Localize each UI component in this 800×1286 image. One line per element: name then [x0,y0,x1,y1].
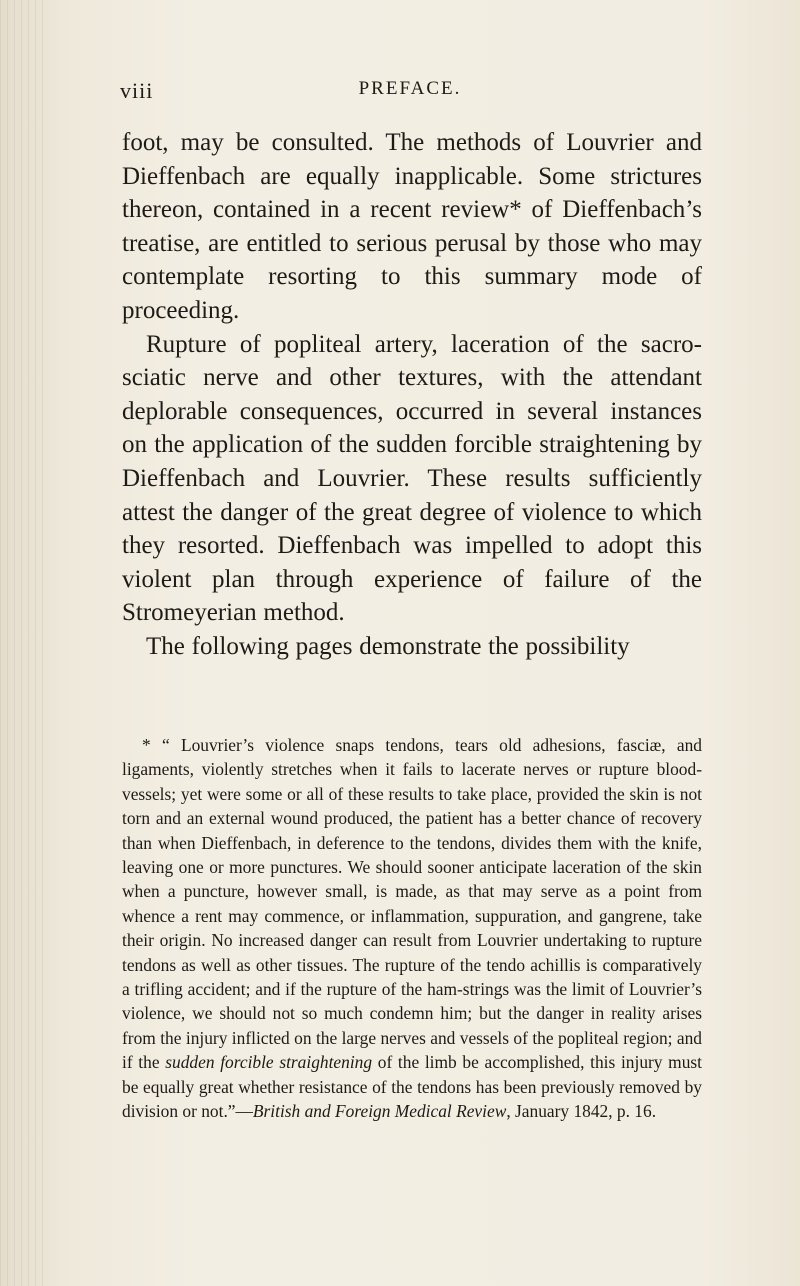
footnote-text-part-1: “ Louvrier’s violence snaps tendons, tears old adhesions, fasciæ, and ligaments, violently stretches when it fails to lacerate nerves or rupture blood-vessels; yet were some or all of these results to take place, provided the skin is not torn and an external wound produced, the patient has a better chance of recovery than when Dieffenbach, in deference to the tendons, divides them with the knife, leaving one or more punctures. We should sooner anticipate laceration of the skin when a puncture, however small, is made, as that may serve as a point from whence a rent may commence, or inflammation, suppuration, and gangrene, take their origin. No increased danger can result from Louvrier undertaking to rupture tendons as well as other tissues. The rupture of the tendo achillis is comparatively a trifling accident; and if the rupture of the ham-strings was the limit of Louvrier’s violence, we should not so much condemn him; but the danger in reality arises from the injury inflicted on the large nerves and vessels of the popliteal region; and if the [122,735,702,1073]
page-number: viii [120,78,154,103]
page-header [120,78,700,106]
running-head: PREFACE. [358,78,462,99]
main-text [122,126,702,664]
footnote-citation: , January 1842, p. 16. [506,1101,657,1122]
footnote-marker: * [142,735,151,755]
paragraph-rupture: Rupture of popliteal artery, laceration of the sacro-sciatic nerve and other textures, with the attendant deplorable consequences, occurred in several instances on the application of the sudden forcible straightening by Dieffenbach and Louvrier. These results sufficiently attest the danger of the great degree of violence to which they resorted. Dieffenbach was impelled to adopt this violent plan through experience of failure of the Stromeyerian method. [122,330,702,627]
footnote [122,733,702,1124]
paragraph-continuation: foot, may be consulted. The methods of Louvrier and Dieffenbach are equally inapplicable. Some strictures thereon, contained in a recent review* of Dieffenbach’s treatise, are entitled to serious perusal by those who may contemplate resorting to this summary mode of proceeding. [122,129,702,324]
footnote-text-part-2: of the limb be accomplished, this injury must be equally great whether resistance of the tendons has been previously removed by division or not.”— [122,1052,702,1122]
page-gutter-shadow [0,0,46,1286]
paragraph-following-pages: The following pages demonstrate the possibility [146,632,630,660]
footnote-source: British and Foreign Medical Review [252,1101,507,1122]
footnote-emphasis: sudden forcible straightening [165,1052,373,1073]
